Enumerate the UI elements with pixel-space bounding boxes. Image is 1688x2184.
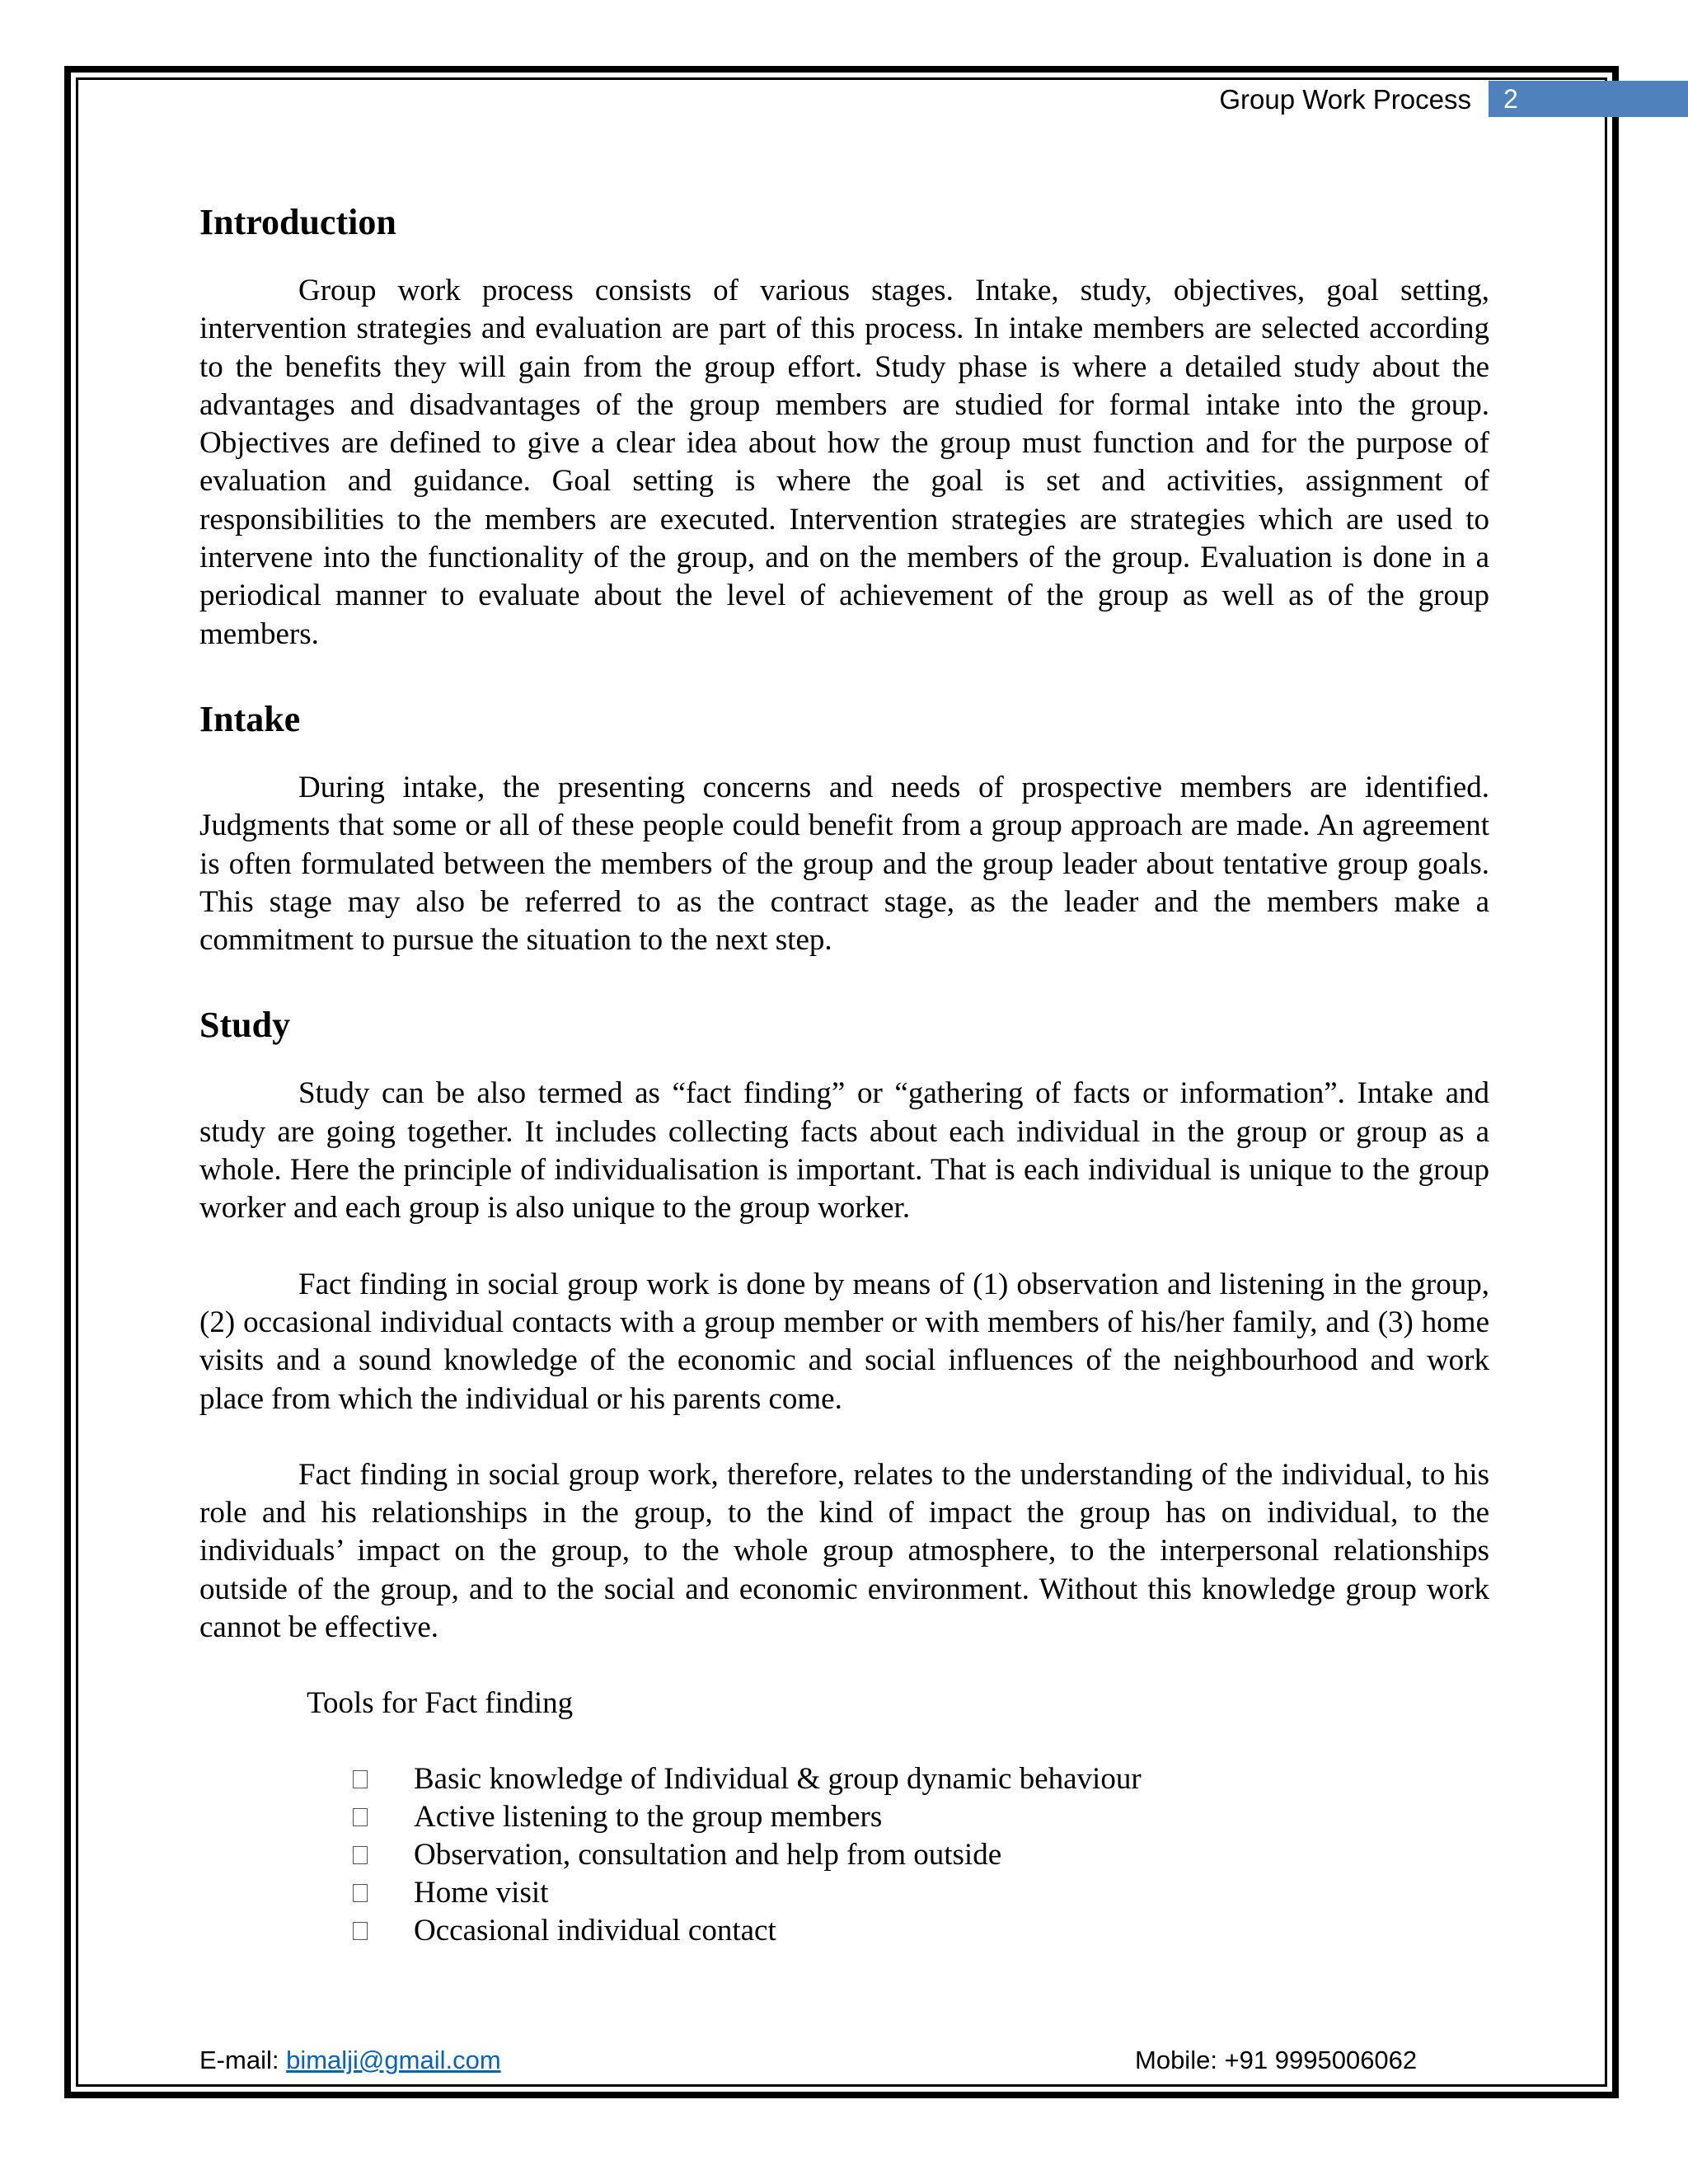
list-item-text: Home visit: [414, 1876, 549, 1910]
bullet-box-icon: [353, 1846, 368, 1864]
page-number-badge: 2: [1489, 81, 1688, 117]
tools-label: Tools for Fact finding: [307, 1686, 574, 1721]
list-item: [199, 1760, 1489, 1798]
intake-paragraph: During intake, the presenting concerns and needs of prospective members are identified. Judgments that some or all of these people could benefit from a group approach are made. An agreement is often formulated between the members of the group and the group leader about tentative group goals. This stage may also be referred to as the contract stage, as the leader and the members make a commitment to pursue the situation to the next step.: [199, 770, 1489, 958]
page-footer: [199, 2044, 1444, 2077]
list-item-text: Observation, consultation and help from outside: [414, 1838, 1002, 1872]
bullet-box-icon: [353, 1808, 368, 1826]
email-link[interactable]: bimalji@gmail.com: [286, 2046, 501, 2074]
email-label: E-mail:: [199, 2046, 287, 2074]
list-item-text: Active listening to the group members: [414, 1800, 883, 1835]
list-item: [199, 1798, 1489, 1836]
list-item-text: Basic knowledge of Individual & group dynamic behaviour: [414, 1762, 1142, 1797]
study-heading: Study: [199, 1005, 291, 1046]
introduction-paragraph: Group work process consists of various stages. Intake, study, objectives, goal setting, intervention strategies and evaluation are part of this process. In intake members are selected according to the benefits they will gain from the group effort. Study phase is where a detailed study about the advantages and disadvantages of the group members are studied for formal intake into the group. Objectives are defined to give a clear idea about how the group must function and for the purpose of evaluation and guidance. Goal setting is where the goal is set and activities, assignment of responsibilities to the members are executed. Intervention strategies are strategies which are used to intervene into the functionality of the group, and on the members of the group. Evaluation is done in a periodical manner to evaluate about the level of achievement of the group as well as of the group members.: [199, 274, 1489, 651]
bullet-box-icon: [353, 1884, 368, 1902]
list-item: [199, 1874, 1489, 1912]
intake-heading: Intake: [199, 698, 301, 739]
running-header-title: Group Work Process: [1219, 84, 1471, 115]
introduction-heading: Introduction: [199, 202, 396, 242]
bullet-box-icon: [353, 1922, 368, 1940]
list-item: [199, 1836, 1489, 1874]
list-item-text: Occasional individual contact: [414, 1914, 776, 1948]
bullet-box-icon: [353, 1770, 368, 1788]
study-paragraph-3: Fact finding in social group work, therefore, relates to the understanding of the individual, to his role and his relationships in the group, to the kind of impact the group has on individual, to the individuals’ impact on the group, to the whole group atmosphere, to the interpersonal relationships outside of the group, and to the social and economic environment. Without this knowledge group work cannot be effective.: [199, 1457, 1489, 1645]
list-item: [199, 1912, 1489, 1950]
document-body: [199, 194, 1489, 1950]
study-paragraph-2: Fact finding in social group work is done by means of (1) observation and listening in the group, (2) occasional individual contacts with a group member or with members of his/her family, and (3) home visits and a sound knowledge of the economic and social influences of the neighbourhood and work place from which the individual or his parents come.: [199, 1267, 1489, 1416]
study-paragraph-1: Study can be also termed as “fact finding” or “gathering of facts or information”. Intake and study are going together. It includes collecting facts about each individual in the group or group as a whole. Here the principle of individualisation is important. That is each individual is unique to the group worker and each group is also unique to the group worker.: [199, 1076, 1489, 1226]
tools-list: [199, 1760, 1489, 1950]
mobile-number: Mobile: +91 9995006062: [1135, 2046, 1418, 2074]
